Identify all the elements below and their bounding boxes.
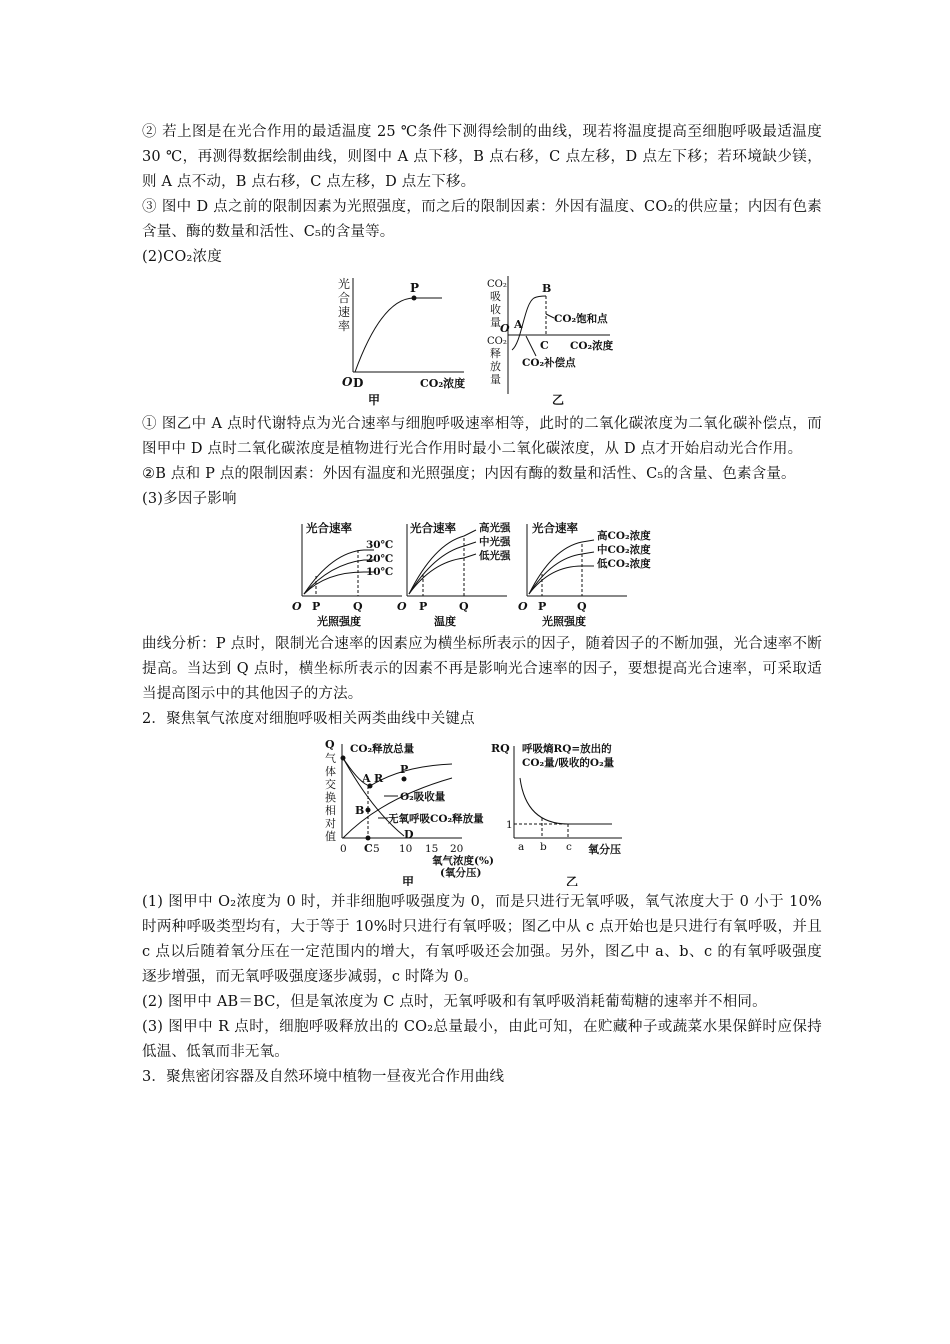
chart-co2-yi (487, 276, 614, 407)
figure-co2 (142, 276, 822, 408)
jia-point-p: P (410, 281, 420, 295)
jia-point-p-mark (412, 296, 417, 301)
g3-p: P (538, 600, 547, 613)
g1-series-20: 20℃ (366, 553, 394, 565)
yi-compensation-pointer (526, 336, 536, 356)
figure-multi-factor (142, 518, 822, 628)
o2-curve-total-co2 (343, 758, 452, 786)
g3-series-low: 低CO₂浓度 (597, 558, 651, 570)
o2-q: Q (325, 738, 335, 751)
yi-ylabel-top-4: 量 (490, 316, 501, 329)
o2-tick-10: 10 (399, 843, 413, 855)
yi-point-c: C (540, 339, 549, 352)
g1-ylabel: 光合速率 (306, 521, 352, 535)
g1-xlabel: 光照强度 (317, 615, 361, 628)
rq-title-1: 呼吸熵RQ=放出的 (522, 743, 612, 755)
g3-origin: O (518, 600, 528, 613)
heading-co2-concentration: (2)CO₂浓度 (142, 249, 222, 265)
o2-point-b: B (355, 804, 365, 817)
rq-ylabel: RQ (491, 742, 510, 755)
rq-one: 1 (506, 819, 513, 831)
chart-multi-temperature (292, 521, 402, 628)
chart-co2-jia (338, 276, 465, 407)
g2-curve-mid (409, 542, 476, 594)
o2-point-c: C (364, 842, 373, 855)
document-page (142, 120, 822, 1090)
g2-curve-high (409, 530, 476, 594)
paragraph-compensation-point: ① 图乙中 A 点时代谢特点为光合速率与细胞呼吸速率相等，此时的二氧化碳浓度为二氧化碳补偿点，而图甲中 D 点时二氧化碳浓度是植物进行光合作用时最小二氧化碳浓度，从 D 点才开始启动光合作用。 (142, 416, 822, 457)
yi-point-b: B (542, 282, 552, 295)
o2-tick-20: 20 (450, 843, 464, 855)
o2-point-d: D (404, 828, 414, 841)
paragraph-curve-analysis: 曲线分析：P 点时，限制光合速率的因素应为横坐标所表示的因子，随着因子的不断加强，光合速率不断提高。当达到 Q 点时，横坐标所表示的因素不再是影响光合速率的因子，要想提高光合速率，可采取适当提高图示中的其他因子的方法。 (142, 636, 822, 702)
yi-saturation: CO₂饱和点 (554, 313, 608, 325)
o2-caption-jia: 甲 (402, 875, 415, 886)
heading-closed-container: 3．聚焦密闭容器及自然环境中植物一昼夜光合作用曲线 (142, 1069, 505, 1085)
paragraph-o2-analysis-1: (1) 图甲中 O₂浓度为 0 时，并非细胞呼吸强度为 0，而是只进行无氧呼吸，氧气浓度大于 0 小于 10%时两种呼吸类型均有，大于等于 10%时只进行有氧呼吸；图乙中从 c 点开始也是只进行有氧呼吸，并且 c 点以后随着氧分压在一定范围内的增大，有氧呼吸还会加强。另外，图乙中 a、b、c 的有氧呼吸强度逐步增强，而无氧呼吸强度逐步减弱，c 时降为 0。 (142, 894, 822, 985)
chart-multi-co2 (518, 521, 651, 628)
o2-ylabel-3: 交 (325, 778, 336, 791)
jia-point-d: D (353, 376, 364, 390)
g1-series-30: 30℃ (366, 539, 394, 551)
g1-origin: O (292, 600, 302, 613)
heading-multi-factor: (3)多因子影响 (142, 491, 237, 507)
o2-anaerobic: 无氧呼吸CO₂释放量 (388, 813, 484, 825)
rq-curve (520, 778, 612, 824)
o2-ylabel-7: 值 (325, 830, 336, 843)
o2-xlabel-visible: 氧气浓度(%) (432, 855, 494, 867)
g2-origin: O (397, 600, 407, 613)
g2-curve-low (409, 554, 476, 594)
paragraph-temperature-shift: ② 若上图是在光合作用的最适温度 25 ℃条件下测得绘制的曲线，现若将温度提高至细胞呼吸最适温度 30 ℃，再测得数据绘制曲线，则图中 A 点下移，B 点右移，C 点左移，D 点左下移；若环境缺少镁，则 A 点不动，B 点右移，C 点左移，D 点左下移。 (142, 124, 822, 190)
o2-tick-15: 15 (425, 843, 439, 855)
g2-series-low: 低光强 (479, 550, 511, 562)
figure-multi-svg (142, 518, 822, 628)
yi-point-a: A (514, 318, 523, 331)
o2-ylabel-4: 换 (325, 791, 336, 804)
o2-point-r: R (374, 772, 384, 785)
yi-ylabel-bottom-3: 放 (490, 360, 501, 373)
rq-xlabel: 氧分压 (588, 843, 621, 856)
jia-ylabel-1: 光 (338, 277, 351, 291)
figure-co2-svg (142, 276, 822, 408)
jia-ylabel-3: 速 (338, 305, 351, 319)
yi-caption: 乙 (552, 393, 565, 407)
g1-p: P (312, 600, 321, 613)
rq-tick-c: c (566, 841, 572, 853)
yi-ylabel-top-2: 吸 (490, 290, 501, 303)
o2-point-a: A (362, 772, 371, 785)
figure-oxygen-svg (142, 738, 822, 886)
o2-ylabel-1: 气 (325, 752, 336, 765)
paragraph-o2-analysis-2: (2) 图甲中 AB＝BC，但是氧浓度为 C 点时，无氧呼吸和有氧呼吸消耗葡萄糖的速率并不相同。 (142, 994, 767, 1010)
o2-ylabel-5: 相 (325, 804, 336, 817)
jia-caption: 甲 (368, 393, 381, 407)
o2-tick-0: 0 (340, 843, 347, 855)
g3-series-mid: 中CO₂浓度 (597, 544, 651, 556)
yi-ylabel-top-3: 收 (490, 303, 501, 316)
g2-p: P (419, 600, 428, 613)
o2-xlabel2: (氧分压) (440, 867, 482, 879)
rq-tick-a: a (518, 841, 525, 853)
jia-ylabel-2: 合 (338, 291, 351, 305)
jia-ylabel-4: 率 (338, 319, 351, 333)
paragraph-bp-limiting: ②B 点和 P 点的限制因素：外因有温度和光照强度；内因有酶的数量和活性、C₅的含量、色素含量。 (142, 466, 796, 482)
yi-ylabel-bottom-1: CO₂ (487, 336, 507, 347)
heading-oxygen: 2．聚焦氧气浓度对细胞呼吸相关两类曲线中关键点 (142, 711, 475, 727)
yi-ylabel-bottom-4: 量 (490, 373, 501, 386)
chart-o2-yi (491, 742, 622, 886)
o2-caption-yi: 乙 (566, 875, 579, 886)
g3-curve-high (529, 540, 594, 594)
yi-compensation: CO₂补偿点 (522, 357, 576, 369)
yi-ylabel-bottom-2: 释 (490, 347, 501, 360)
yi-xlabel: CO₂浓度 (570, 340, 614, 352)
g2-q: Q (459, 600, 469, 613)
g1-q: Q (353, 600, 363, 613)
g3-ylabel: 光合速率 (532, 521, 578, 535)
o2-uptake: O₂吸收量 (400, 791, 446, 803)
o2-ylabel-2: 体 (325, 765, 336, 778)
rq-tick-b: b (540, 841, 547, 853)
g2-series-mid: 中光强 (479, 536, 511, 548)
g1-curve-20 (304, 560, 374, 594)
g3-xlabel: 光照强度 (542, 615, 586, 628)
chart-o2-jia (325, 738, 494, 886)
g3-series-high: 高CO₂浓度 (597, 530, 651, 542)
jia-xlabel: CO₂浓度 (420, 377, 466, 390)
yi-ylabel-top-1: CO₂ (487, 279, 507, 290)
g3-curve-mid (529, 552, 594, 594)
jia-origin: O (342, 375, 353, 389)
paragraph-o2-analysis-3: (3) 图甲中 R 点时，细胞呼吸释放出的 CO₂总量最小，由此可知，在贮藏种子或蔬菜水果保鲜时应保持低温、低氧而非无氧。 (142, 1019, 822, 1060)
yi-saturation-pointer (546, 314, 554, 318)
o2-point-p: P (400, 763, 409, 776)
o2-tick-5: 5 (373, 843, 380, 855)
o2-total-co2: CO₂释放总量 (350, 743, 415, 755)
jia-curve (355, 298, 442, 372)
yi-origin: O (500, 322, 510, 335)
g2-xlabel: 温度 (434, 615, 456, 628)
chart-multi-light (397, 521, 511, 628)
o2-ylabel-6: 对 (325, 817, 336, 830)
rq-title-2: CO₂量/吸收的O₂量 (522, 757, 615, 769)
g3-q: Q (577, 600, 587, 613)
g2-ylabel: 光合速率 (410, 521, 456, 535)
paragraph-limiting-factors: ③ 图中 D 点之前的限制因素为光照强度，而之后的限制因素：外因有温度、CO₂的供应量；内因有色素含量、酶的数量和活性、C₅的含量等。 (142, 199, 822, 240)
g1-series-10: 10℃ (366, 566, 394, 578)
o2-point-p-mark (402, 777, 407, 782)
g2-series-high: 高光强 (479, 522, 511, 534)
o2-point-q-mark (341, 756, 346, 761)
figure-oxygen (142, 738, 822, 886)
